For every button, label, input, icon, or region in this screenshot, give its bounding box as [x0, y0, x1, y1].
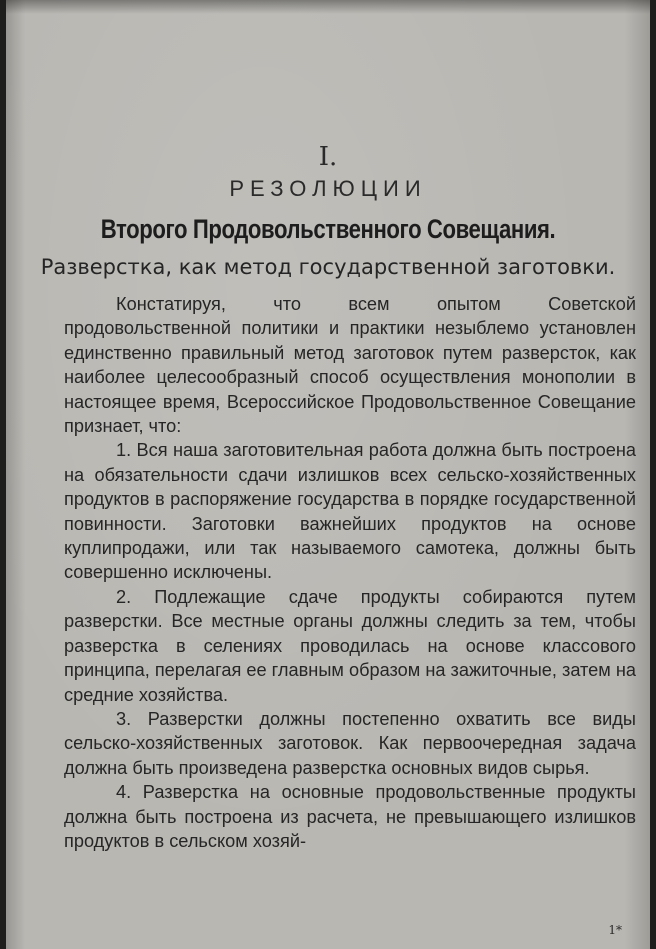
- paragraph-3: 3. Разверстки должны постепенно охватить все виды сельско-хозяйственных заготовок. Как первоочередная задача должна быть произведена разверстка основных видов сырья.: [64, 708, 636, 778]
- body-text: [64, 292, 636, 853]
- document-subtitle: Второго Продовольственного Совещания.: [100, 214, 556, 244]
- section-numeral: I.: [318, 142, 338, 172]
- page-folio: 1*: [608, 923, 622, 937]
- section-heading: Разверстка, как метод государственной заготовки.: [40, 255, 616, 279]
- paragraph-4: 4. Разверстка на основные продовольственные продукты должна быть построена из расчета, не превышающего излишков продуктов в сельском хозяй-: [64, 782, 636, 851]
- paragraph-preamble: Констатируя, что всем опытом Советской продовольственной политики и практики незыблемо установлен единственно правильный метод заготовок путем разверсток, как наиболее целесообразный способ осуществления монополии в настоящее время, Всероссийское Продовольственное Совещание признает, что:: [64, 294, 636, 437]
- document-page: [6, 0, 650, 949]
- page-edge-shadow: [6, 0, 650, 14]
- document-title: РЕЗОЛЮЦИИ: [229, 176, 427, 201]
- paragraph-2: 2. Подлежащие сдаче продукты собираются путем разверстки. Все местные органы должны следить за тем, чтобы разверстка в селениях проводилась на основе классового принципа, перелагая ее главным образом на зажиточные, затем на средние хозяйства.: [64, 586, 636, 705]
- paragraph-1: 1. Вся наша заготовительная работа должна быть построена на обязательности сдачи излишков всех сельско-хозяйственных продуктов в распоряжение государства в порядке государственной повинности. Заготовки важнейших продуктов на основе куплипродажи, или так называемого самотека, должны быть совершенно исключены.: [64, 440, 636, 583]
